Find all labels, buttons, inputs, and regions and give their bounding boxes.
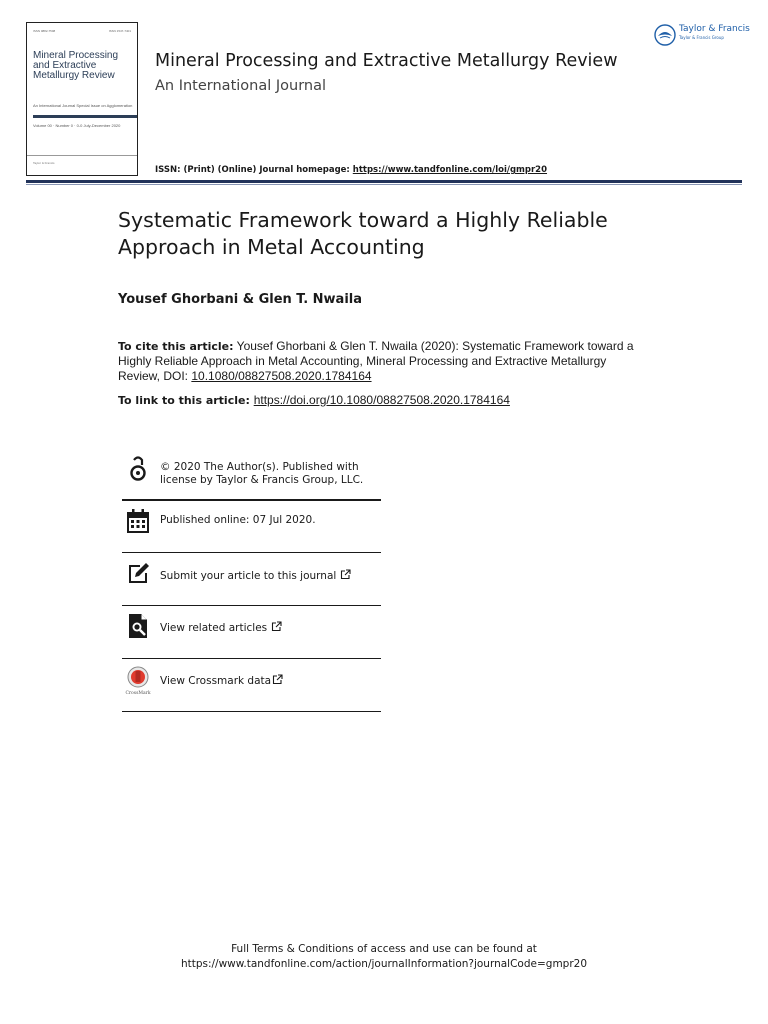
- cover-issn-right: ISSN 1547-7401: [108, 29, 131, 33]
- info-divider-4: [122, 658, 381, 659]
- cover-publisher: Taylor & Francis: [33, 161, 55, 165]
- crossmark-icon: [125, 666, 151, 696]
- cover-accent-bar: [33, 115, 137, 118]
- link-label: To link to this article:: [118, 394, 254, 407]
- journal-cover-thumbnail: [26, 22, 138, 176]
- info-divider-2: [122, 552, 381, 553]
- info-divider-5: [122, 711, 381, 712]
- calendar-icon: [126, 508, 150, 534]
- publisher-logo-tagline: Taylor & Francis Group: [679, 35, 724, 40]
- related-articles-row[interactable]: [122, 611, 381, 655]
- cover-issn-left: ISSN 0882-7508: [33, 29, 56, 33]
- article-doi-url-link[interactable]: https://doi.org/10.1080/08827508.2020.1784164: [253, 393, 510, 407]
- submit-article-row[interactable]: [122, 558, 381, 602]
- citation-block: [118, 339, 638, 384]
- info-divider-3: [122, 605, 381, 606]
- info-divider-1: [122, 499, 381, 501]
- terms-footer: [0, 942, 768, 972]
- journal-title: Mineral Processing and Extractive Metallurgy Review: [155, 51, 618, 71]
- license-row: [122, 454, 381, 498]
- crossmark-icon-label: CrossMark: [125, 691, 151, 696]
- cover-subtitle: An International Journal Special Issue on Agglomeration: [33, 103, 133, 108]
- cover-divider: [27, 155, 137, 156]
- related-articles-label: View related articles: [160, 622, 268, 634]
- doi-link[interactable]: 10.1080/08827508.2020.1784164: [191, 369, 372, 383]
- cite-text: Yousef Ghorbani & Glen T. Nwaila (2020): Systematic Framework toward a Highly Reliable Approach in Metal Accounting, Mineral Processing and Extractive Metallurgy Review, DOI:: [118, 339, 634, 383]
- cover-volume: Volume 00 · Number 0 · 0-0 July-December 2020: [33, 123, 121, 128]
- taylor-francis-emblem-icon: [654, 24, 676, 46]
- article-title: Systematic Framework toward a Highly Reliable Approach in Metal Accounting: [118, 208, 608, 259]
- issn-homepage-line: [155, 165, 547, 175]
- submit-article-label: Submit your article to this journal: [160, 570, 337, 582]
- header-divider: [26, 180, 742, 183]
- external-link-icon: [271, 621, 282, 632]
- crossmark-row[interactable]: [122, 664, 381, 708]
- cover-title: Mineral Processing and Extractive Metallurgy Review: [33, 50, 119, 81]
- edit-icon: [126, 560, 150, 586]
- taylor-francis-logo[interactable]: [654, 22, 748, 48]
- issn-label: ISSN: (Print) (Online) Journal homepage:: [155, 165, 353, 175]
- related-articles-link[interactable]: [160, 621, 282, 635]
- footer-terms-link[interactable]: https://www.tandfonline.com/action/journalInformation?journalCode=gmpr20: [180, 958, 588, 970]
- crossmark-label: View Crossmark data: [160, 675, 272, 687]
- journal-homepage-link[interactable]: https://www.tandfonline.com/loi/gmpr20: [352, 165, 548, 175]
- header-divider-thin: [26, 184, 742, 185]
- document-search-icon: [126, 613, 150, 639]
- footer-line-1: Full Terms & Conditions of access and use can be found at: [231, 943, 537, 955]
- external-link-icon: [340, 569, 351, 580]
- article-authors: Yousef Ghorbani & Glen T. Nwaila: [118, 292, 363, 307]
- open-access-icon: [126, 456, 150, 482]
- published-online-date: Published online: 07 Jul 2020.: [160, 514, 316, 526]
- publisher-logo-name: Taylor & Francis: [679, 24, 750, 34]
- license-line-2: license by Taylor & Francis Group, LLC.: [160, 474, 364, 486]
- crossmark-link[interactable]: [160, 674, 283, 688]
- submit-article-link[interactable]: [160, 569, 351, 583]
- external-link-icon: [272, 674, 283, 685]
- cite-label: To cite this article:: [118, 340, 234, 353]
- published-row: [122, 505, 381, 549]
- article-link-line: [118, 393, 510, 407]
- license-line-1: © 2020 The Author(s). Published with: [160, 461, 359, 473]
- journal-subtitle: An International Journal: [155, 78, 327, 94]
